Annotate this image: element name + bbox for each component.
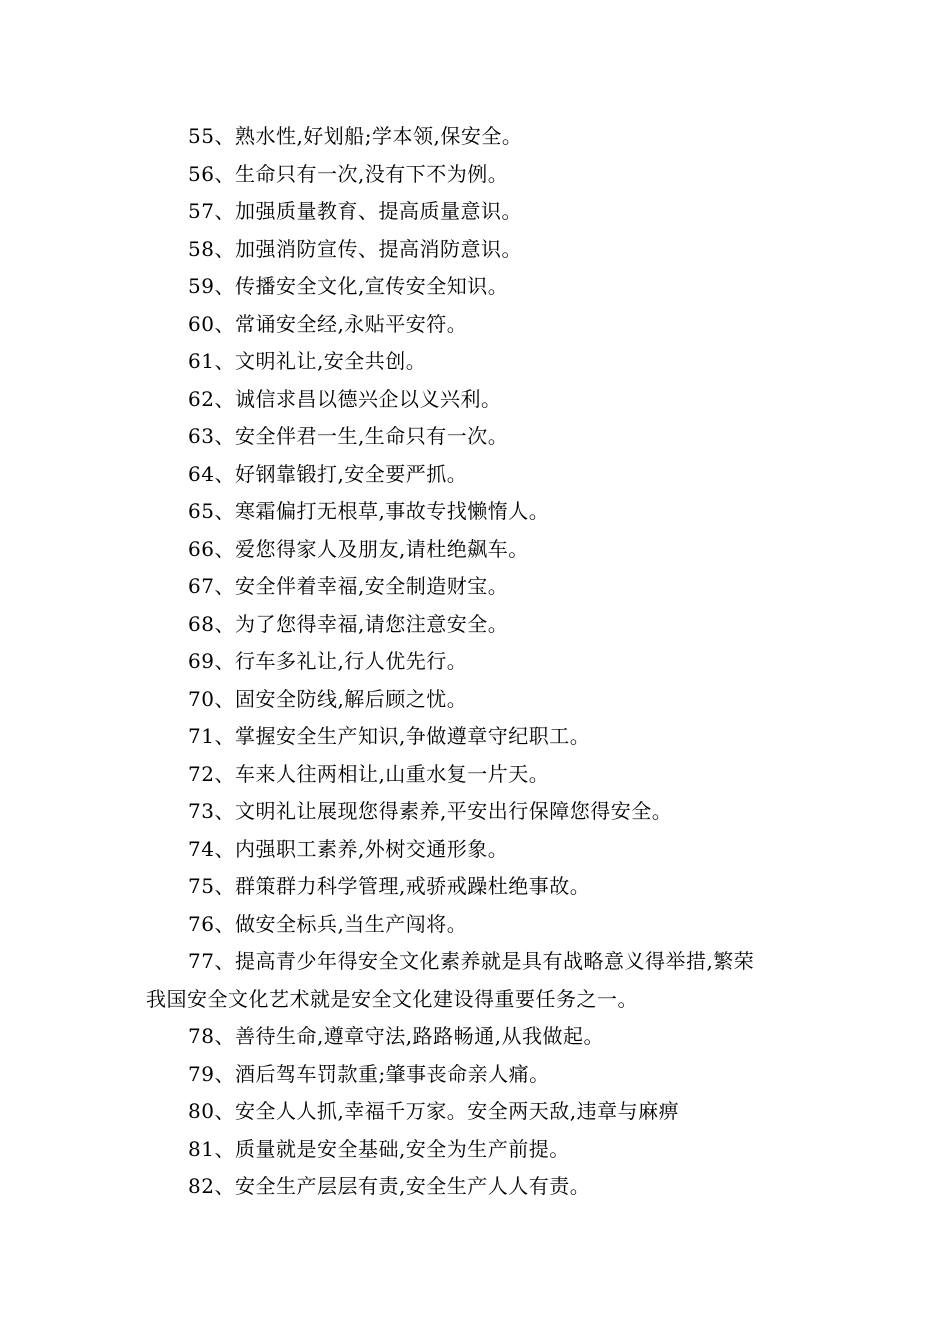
slogan-73: 73、文明礼让展现您得素养,平安出行保障您得安全。 (188, 799, 673, 823)
slogan-57: 57、加强质量教育、提高质量意识。 (188, 199, 522, 223)
slogan-list (146, 118, 806, 1206)
slogan-55: 55、熟水性,好划船;学本领,保安全。 (188, 124, 523, 148)
slogan-60: 60、常诵安全经,永贴平安符。 (188, 311, 468, 336)
slogan-67: 67、安全伴着幸福,安全制造财宝。 (188, 574, 509, 598)
slogan-82: 82、安全生产层层有责,安全生产人人有责。 (188, 1174, 591, 1198)
slogan-80: 80、安全人人抓,幸福千万家。安全两天敌,违章与麻痹 (188, 1099, 680, 1123)
slogan-72: 72、车来人往两相让,山重水复一片天。 (188, 761, 550, 786)
slogan-62: 62、诚信求昌以德兴企以义兴利。 (188, 386, 502, 411)
slogan-66: 66、爱您得家人及朋友,请杜绝飙车。 (188, 536, 529, 561)
slogan-76: 76、做安全标兵,当生产闯将。 (188, 911, 468, 936)
slogan-77: 77、提高青少年得安全文化素养就是具有战略意义得举措,繁荣 (188, 949, 755, 973)
slogan-56: 56、生命只有一次,没有下不为例。 (188, 161, 509, 186)
slogan-59: 59、传播安全文化,宣传安全知识。 (188, 274, 509, 298)
slogan-74: 74、内强职工素养,外树交通形象。 (188, 836, 509, 861)
slogan-69: 69、行车多礼让,行人优先行。 (188, 649, 468, 673)
slogan-64: 64、好钢靠锻打,安全要严抓。 (188, 461, 468, 486)
slogan-75: 75、群策群力科学管理,戒骄戒躁杜绝事故。 (188, 874, 591, 898)
slogan-70: 70、固安全防线,解后顾之忧。 (188, 686, 468, 711)
slogan-79: 79、酒后驾车罚款重;肇事丧命亲人痛。 (188, 1061, 550, 1086)
slogan-63: 63、安全伴君一生,生命只有一次。 (188, 424, 509, 448)
slogan-61: 61、文明礼让,安全共创。 (188, 349, 427, 373)
slogan-78: 78、善待生命,遵章守法,路路畅通,从我做起。 (188, 1024, 605, 1048)
slogan-65: 65、寒霜偏打无根草,事故专找懒惰人。 (188, 499, 550, 523)
slogan-81: 81、质量就是安全基础,安全为生产前提。 (188, 1136, 570, 1161)
slogan-71: 71、掌握安全生产知识,争做遵章守纪职工。 (188, 724, 591, 748)
slogan-68: 68、为了您得幸福,请您注意安全。 (188, 611, 509, 636)
slogan-77-continuation: 我国安全文化艺术就是安全文化建设得重要任务之一。 (146, 986, 638, 1011)
slogan-58: 58、加强消防宣传、提高消防意识。 (188, 236, 522, 261)
